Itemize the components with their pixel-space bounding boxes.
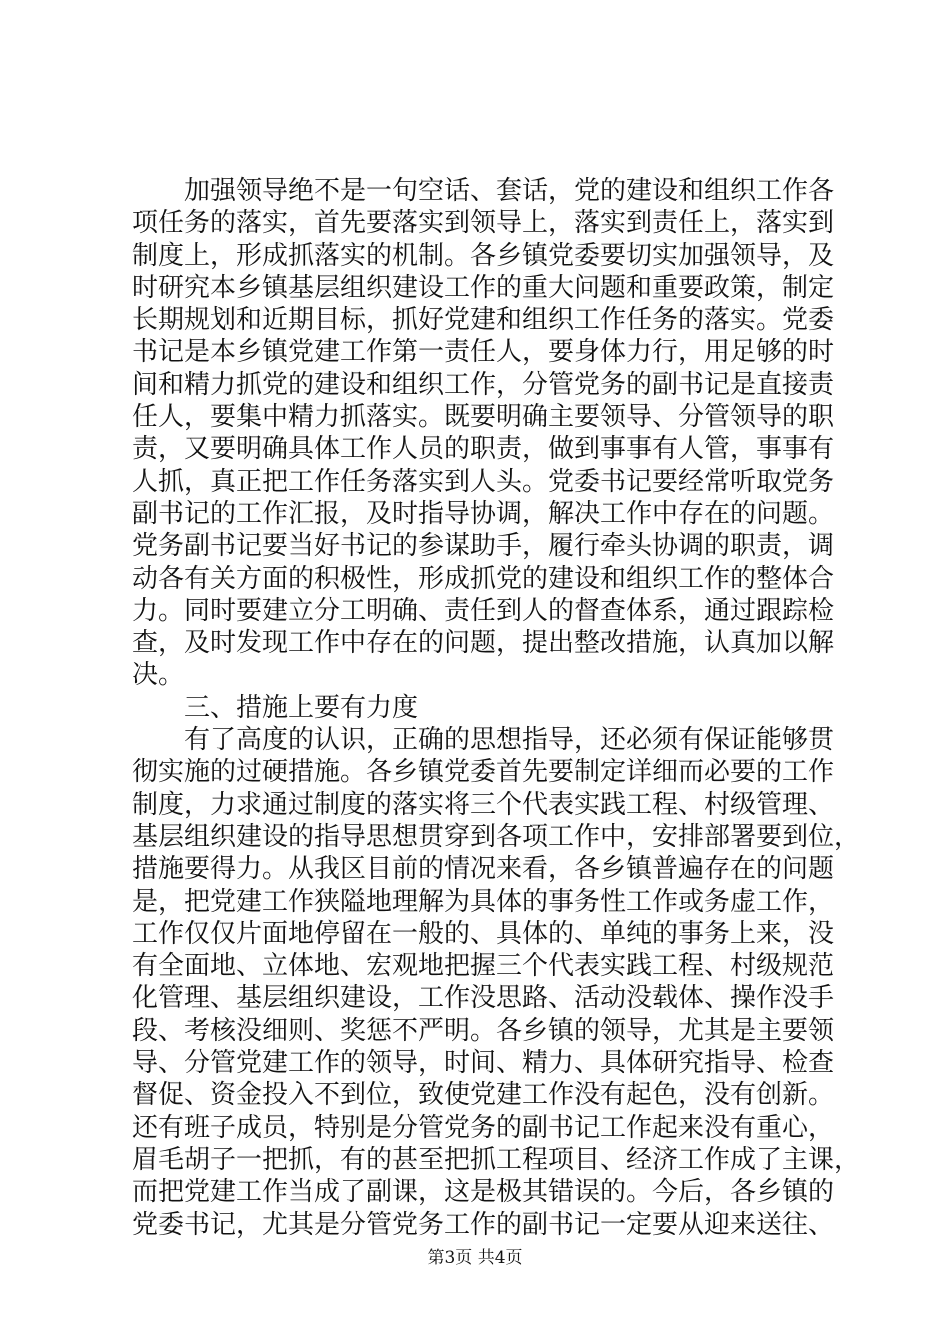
body-line: 有全面地、立体地、宏观地把握三个代表实践工程、村级规范 — [132, 951, 835, 982]
body-line: 责，又要明确具体工作人员的职责，做到事事有人管，事事有 — [132, 434, 835, 465]
body-line: 任人，要集中精力抓落实。既要明确主要领导、分管领导的职 — [132, 402, 835, 433]
body-line: 项任务的落实，首先要落实到领导上，落实到责任上，落实到 — [132, 208, 835, 239]
body-line: 眉毛胡子一把抓，有的甚至把抓工程项目、经济工作成了主课， — [132, 1144, 861, 1175]
body-line: 还有班子成员，特别是分管党务的副书记工作起来没有重心， — [132, 1112, 835, 1143]
body-line: 制度，力求通过制度的落实将三个代表实践工程、村级管理、 — [132, 789, 835, 820]
body-line: 段、考核没细则、奖惩不严明。各乡镇的领导，尤其是主要领 — [132, 1015, 835, 1046]
body-line: 决。 — [132, 660, 185, 691]
body-line: 党务副书记要当好书记的参谋助手，履行牵头协调的职责，调 — [132, 531, 835, 562]
body-line: 措施要得力。从我区目前的情况来看，各乡镇普遍存在的问题 — [132, 854, 835, 885]
body-line: 查，及时发现工作中存在的问题，提出整改措施，认真加以解 — [132, 628, 835, 659]
body-line: 制度上，形成抓落实的机制。各乡镇党委要切实加强领导，及 — [132, 240, 835, 271]
body-line: 加强领导绝不是一句空话、套话，党的建设和组织工作各 — [132, 176, 835, 206]
body-line: 督促、资金投入不到位，致使党建工作没有起色，没有创新。 — [132, 1080, 835, 1111]
body-line: 而把党建工作当成了副课，这是极其错误的。今后，各乡镇的 — [132, 1177, 835, 1208]
body-line: 是，把党建工作狭隘地理解为具体的事务性工作或务虚工作， — [132, 886, 835, 917]
body-line: 化管理、基层组织建设，工作没思路、活动没载体、操作没手 — [132, 983, 835, 1014]
body-line: 三、措施上要有力度 — [132, 692, 419, 723]
body-line: 导、分管党建工作的领导，时间、精力、具体研究指导、检查 — [132, 1048, 835, 1079]
body-line: 工作仅仅片面地停留在一般的、具体的、单纯的事务上来，没 — [132, 918, 835, 949]
body-line: 时研究本乡镇基层组织建设工作的重大问题和重要政策，制定 — [132, 272, 835, 303]
body-line: 党委书记，尤其是分管党务工作的副书记一定要从迎来送往、 — [132, 1209, 835, 1240]
body-line: 力。同时要建立分工明确、责任到人的督查体系，通过跟踪检 — [132, 595, 835, 626]
body-line: 书记是本乡镇党建工作第一责任人，要身体力行，用足够的时 — [132, 337, 835, 368]
body-line: 动各有关方面的积极性，形成抓党的建设和组织工作的整体合 — [132, 563, 835, 594]
body-line: 间和精力抓党的建设和组织工作，分管党务的副书记是直接责 — [132, 369, 835, 400]
document-body — [132, 175, 861, 1241]
page-footer: 第3页 共4页 — [427, 1248, 523, 1268]
body-line: 有了高度的认识，正确的思想指导，还必须有保证能够贯 — [132, 725, 835, 756]
body-line: 彻实施的过硬措施。各乡镇党委首先要制定详细而必要的工作 — [132, 757, 835, 788]
body-line: 副书记的工作汇报，及时指导协调，解决工作中存在的问题。 — [132, 498, 835, 529]
body-line: 长期规划和近期目标，抓好党建和组织工作任务的落实。党委 — [132, 305, 835, 336]
body-line: 人抓，真正把工作任务落实到人头。党委书记要经常听取党务 — [132, 466, 835, 497]
body-line: 基层组织建设的指导思想贯穿到各项工作中，安排部署要到位， — [132, 821, 861, 852]
